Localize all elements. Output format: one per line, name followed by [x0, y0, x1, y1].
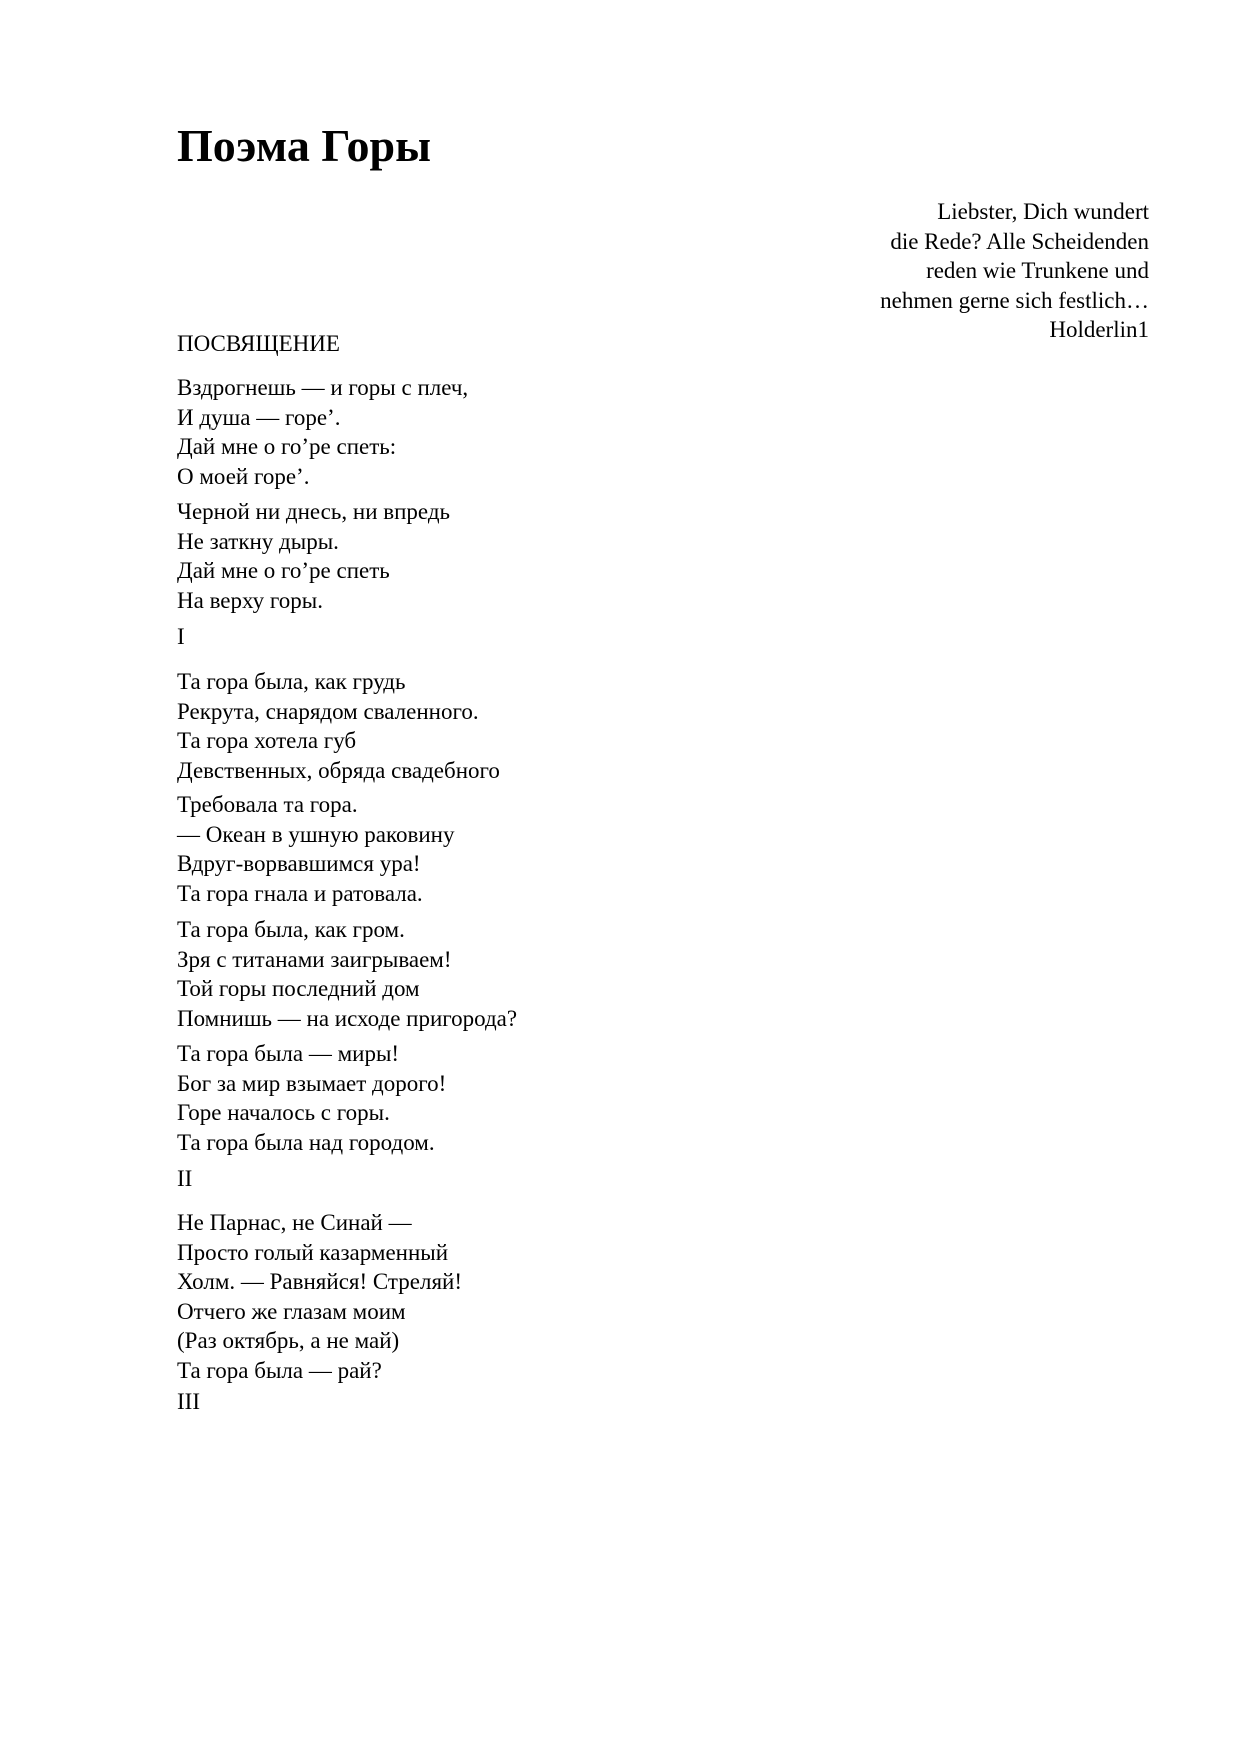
section-1-stanza-3 [177, 915, 517, 1033]
section-1-stanza-4 [177, 1039, 446, 1157]
dedication-stanza-2 [177, 497, 450, 615]
verse-line: Бог за мир взымает дорого! [177, 1070, 447, 1096]
verse-line: (Раз октябрь, а не май) [177, 1328, 400, 1353]
verse-line: Вдруг-ворвавшимся ура! [177, 851, 421, 876]
section-heading-2: II [177, 1166, 193, 1191]
section-1-stanza-2 [177, 790, 454, 908]
section-heading-1: I [177, 624, 185, 649]
verse-line: Вздрогнешь — и горы с плеч, [177, 375, 469, 400]
dedication-heading: ПОСВЯЩЕНИЕ [177, 331, 340, 356]
verse-line: Дай мне о го’ре спеть [177, 558, 390, 583]
verse-line: Той горы последний дом [177, 976, 420, 1001]
section-heading-3: III [177, 1389, 200, 1414]
verse-line: Горе началось с горы. [177, 1100, 390, 1125]
verse-line: Требовала та гора. [177, 792, 358, 817]
section-2-stanza-1 [177, 1208, 462, 1385]
verse-line: Зря с титанами заигрываем! [177, 946, 452, 972]
verse-line: На верху горы. [177, 587, 323, 613]
verse-line: Та гора хотела губ [177, 728, 357, 753]
epigraph [729, 197, 1149, 345]
poem-title: Поэма Горы [177, 120, 432, 171]
verse-line: Не заткну дыры. [177, 528, 339, 554]
epigraph-line: die Rede? Alle Scheidenden [890, 228, 1149, 254]
verse-line: — Океан в ушную раковину [177, 821, 455, 847]
verse-line: О моей горе’. [177, 463, 310, 489]
epigraph-line: Liebster, Dich wundert [937, 199, 1149, 224]
verse-line: Та гора была — миры! [177, 1041, 400, 1066]
dedication-stanza-1 [177, 373, 468, 491]
epigraph-line: reden wie Trunkene und [926, 258, 1149, 283]
verse-line: Та гора была — рай? [177, 1357, 382, 1383]
verse-line: Отчего же глазам моим [177, 1298, 406, 1324]
verse-line: Рекрута, снарядом сваленного. [177, 698, 479, 724]
verse-line: Та гора гнала и ратовала. [177, 880, 423, 906]
verse-line: Дай мне о го’ре спеть: [177, 434, 397, 459]
verse-line: Черной ни днесь, ни впредь [177, 499, 451, 524]
verse-line: Не Парнас, не Синай — [177, 1210, 412, 1235]
verse-line: Та гора была, как грудь [177, 669, 406, 694]
verse-line: Та гора была, как гром. [177, 917, 405, 942]
epigraph-line: nehmen gerne sich festlich… [880, 287, 1149, 313]
verse-line: Помнишь — на исходе пригорода? [177, 1005, 518, 1031]
verse-line: Просто голый казарменный [177, 1239, 449, 1265]
verse-line: Девственных, обряда свадебного [177, 757, 500, 783]
verse-line: Та гора была над городом. [177, 1129, 435, 1155]
section-1-stanza-1 [177, 667, 500, 785]
verse-line: И душа — горе’. [177, 404, 341, 430]
epigraph-author: Holderlin1 [1049, 317, 1149, 342]
verse-line: Холм. — Равняйся! Стреляй! [177, 1269, 462, 1294]
